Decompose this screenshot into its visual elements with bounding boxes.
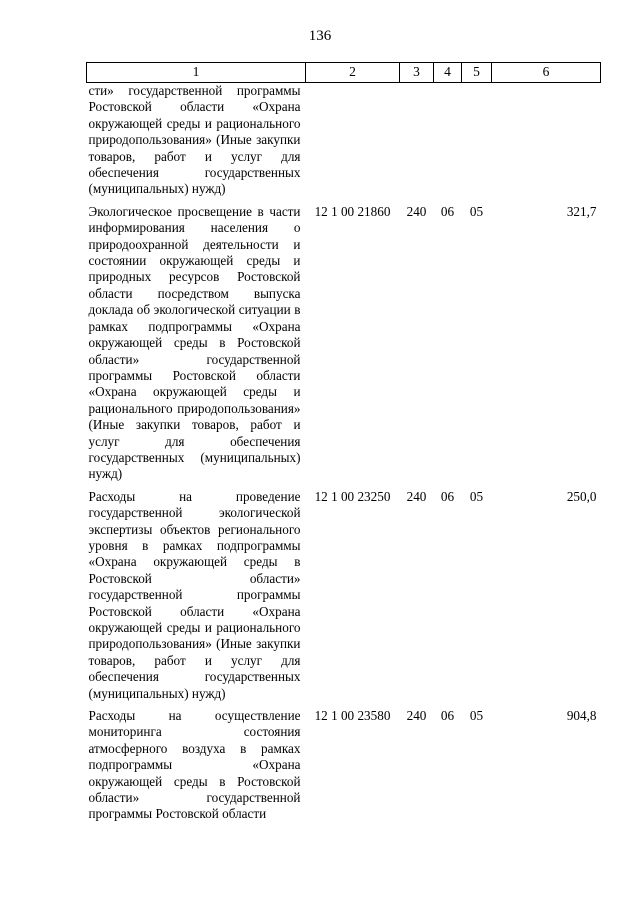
row-pr — [462, 83, 492, 198]
row-rz: 06 — [440, 708, 455, 724]
budget-table — [86, 62, 601, 823]
row-pr: 05 — [469, 488, 484, 504]
row-vr: 240 — [406, 488, 427, 504]
row-amount: 250,0 — [566, 488, 597, 504]
row-vr: 240 — [406, 203, 427, 219]
table-row — [87, 702, 601, 823]
header-col-6: 6 — [492, 63, 601, 83]
page-number: 136 — [308, 28, 332, 44]
row-rz — [434, 83, 462, 198]
row-rz: 06 — [440, 203, 455, 219]
header-col-4: 4 — [434, 63, 462, 83]
header-col-2: 2 — [306, 63, 400, 83]
table-row — [87, 83, 601, 198]
row-description: сти» государственной программы Ростовской области «Охрана окружающей среды и рационального природопользования» (Иные закупки товаров, работ и услуг для обеспечения государственных (муниципальных) нужд) — [88, 83, 301, 197]
header-col-3: 3 — [400, 63, 434, 83]
row-amount — [492, 83, 601, 198]
row-code: 12 1 00 21860 — [314, 203, 391, 219]
row-pr: 05 — [469, 708, 484, 724]
table-row — [87, 483, 601, 702]
row-code: 12 1 00 23250 — [314, 488, 391, 504]
row-pr: 05 — [469, 203, 484, 219]
row-amount: 904,8 — [566, 708, 597, 724]
row-code: 12 1 00 23580 — [314, 708, 391, 724]
header-col-1: 1 — [87, 63, 306, 83]
row-rz: 06 — [440, 488, 455, 504]
header-col-5: 5 — [462, 63, 492, 83]
row-code — [306, 83, 400, 198]
row-description: Расходы на осуществление мониторинга состояния атмосферного воздуха в рамках подпрограммы «Охрана окружающей среды в Ростовской области» государственной программы Ростовской области — [88, 708, 301, 822]
row-amount: 321,7 — [566, 203, 597, 219]
row-vr: 240 — [406, 708, 427, 724]
header-row — [87, 63, 601, 83]
table-row — [87, 198, 601, 483]
row-description: Экологическое просвещение в части информирования населения о природоохранной деятельности и состоянии окружающей среды и природных ресурсов Ростовской области посредством выпуска доклада об экологической ситуации в рамках подпрограммы «Охрана окружающей среды в Ростовской области» государственной программы Ростовской области «Охрана окружающей среды и рационального природопользования» (Иные закупки товаров, работ и услуг для обеспечения государственных (муниципальных) нужд) — [88, 203, 301, 482]
row-vr — [400, 83, 434, 198]
row-description: Расходы на проведение государственной экологической экспертизы объектов регионального уровня в рамках подпрограммы «Охрана окружающей среды в Ростовской области» государственной программы Ростовской области «Охрана окружающей среды и рационального природопользования» (Иные закупки товаров, работ и услуг для обеспечения государственных (муниципальных) нужд) — [88, 488, 301, 701]
